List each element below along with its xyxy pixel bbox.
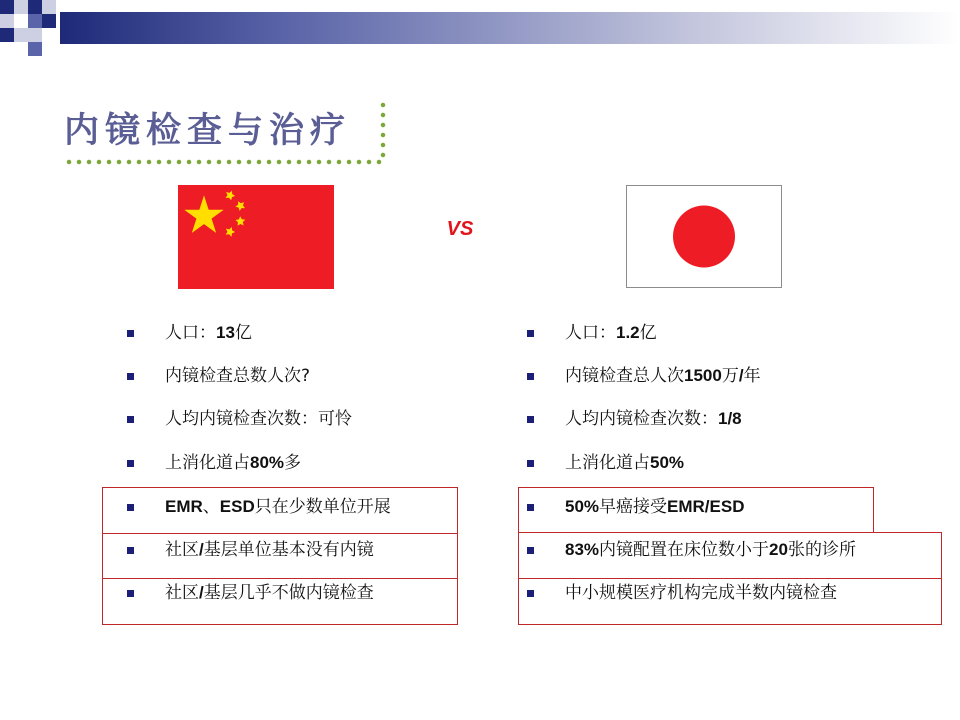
bullet-icon — [127, 330, 134, 337]
bullet-icon — [527, 590, 534, 597]
bullet-icon — [127, 373, 134, 380]
slide-title: 内镜检查与治疗 — [64, 110, 352, 151]
header-gradient-bar — [60, 12, 960, 44]
header-square — [28, 0, 42, 14]
japan-flag-icon — [626, 185, 782, 288]
bullet-icon — [127, 460, 134, 467]
china-box-divider — [102, 533, 458, 534]
header-square — [14, 14, 28, 28]
header-square — [0, 0, 14, 14]
bullet-icon — [127, 416, 134, 423]
header-square — [14, 28, 28, 42]
bullet-icon — [527, 547, 534, 554]
bullet-icon — [127, 590, 134, 597]
header-square — [42, 0, 56, 14]
header-square — [28, 42, 42, 56]
header-square — [28, 14, 42, 28]
bullet-icon — [127, 547, 134, 554]
china-flag-icon — [178, 185, 334, 289]
header-square — [42, 14, 56, 28]
bullet-icon — [127, 504, 134, 511]
bullet-icon — [527, 416, 534, 423]
header-square — [28, 28, 42, 42]
bullet-icon — [527, 373, 534, 380]
header-square — [0, 28, 14, 42]
header-square — [14, 0, 28, 14]
bullet-icon — [527, 460, 534, 467]
bullet-icon — [527, 504, 534, 511]
bullet-icon — [527, 330, 534, 337]
title-underline-decoration — [64, 157, 384, 167]
title-side-decoration — [378, 100, 388, 158]
vs-label: VS — [446, 218, 474, 240]
header-square — [0, 14, 14, 28]
